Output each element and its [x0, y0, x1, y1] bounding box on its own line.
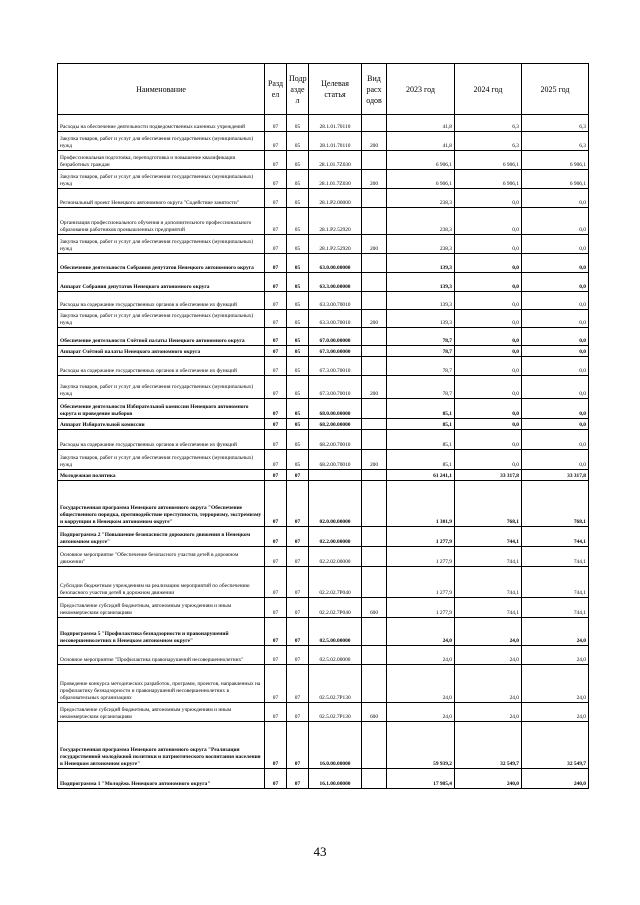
- cell-name: Подпрограмма 1 "Молодёжь Ненецкого автономного округа": [58, 769, 265, 789]
- cell-subsection: 07: [287, 722, 309, 769]
- cell-2025: 6,3: [522, 115, 589, 132]
- table-row: [58, 646, 589, 665]
- cell-2025: 0,0: [522, 450, 589, 470]
- table-row: [58, 189, 589, 208]
- cell-section: 07: [265, 665, 287, 703]
- cell-article: 67.0.00.00000: [309, 328, 362, 346]
- cell-section: 07: [265, 481, 287, 527]
- cell-article: 02.2.02.00000: [309, 547, 362, 567]
- cell-subsection: 05: [287, 328, 309, 346]
- cell-expense-type: [362, 328, 387, 346]
- cell-name: Закупка товаров, работ и услуг для обеспечения государственных (муниципальных) нужд: [58, 376, 265, 399]
- cell-name: Государственная программа Ненецкого автономного округа "Реализация государственной молодёжной политики и патриотического воспитания населения в Ненецком автономном округе": [58, 722, 265, 769]
- cell-article: 67.3.00.70010: [309, 357, 362, 376]
- table-row: [58, 430, 589, 450]
- cell-2025: 0,0: [522, 328, 589, 346]
- cell-subsection: 07: [287, 703, 309, 722]
- header-expense-type: Вид расх одов: [362, 64, 387, 115]
- cell-subsection: 05: [287, 419, 309, 430]
- cell-2023: 85,1: [387, 399, 455, 419]
- cell-article: 02.2.02.7P040: [309, 567, 362, 598]
- cell-subsection: 07: [287, 646, 309, 665]
- cell-2023: 139,3: [387, 273, 455, 292]
- cell-subsection: 05: [287, 189, 309, 208]
- cell-expense-type: 600: [362, 703, 387, 722]
- cell-expense-type: [362, 208, 387, 235]
- table-row: [58, 567, 589, 598]
- cell-name: Подпрограмма 5 "Профилактика безнадзорности и правонарушений несовершеннолетних в Ненецком автономном округе": [58, 618, 265, 646]
- cell-2023: 6 906,1: [387, 151, 455, 170]
- cell-2024: 744,1: [455, 527, 522, 547]
- cell-subsection: 07: [287, 470, 309, 481]
- cell-name: Проведение конкурса методических разработок, программ, проектов, направленных на профилактику безнадзорности и правонарушений несовершеннолетних в образовательных организациях: [58, 665, 265, 703]
- cell-subsection: 05: [287, 292, 309, 310]
- cell-2024: 6 906,1: [455, 170, 522, 189]
- cell-2025: 744,1: [522, 547, 589, 567]
- cell-2024: 6,3: [455, 115, 522, 132]
- cell-2024: 0,0: [455, 208, 522, 235]
- cell-2023: 238,3: [387, 208, 455, 235]
- table-row: [58, 769, 589, 789]
- cell-section: 07: [265, 419, 287, 430]
- cell-name: Аппарат Избирательной комиссии: [58, 419, 265, 430]
- cell-expense-type: [362, 430, 387, 450]
- table-row: [58, 722, 589, 769]
- table-row: [58, 357, 589, 376]
- cell-expense-type: [362, 722, 387, 769]
- table-row: [58, 151, 589, 170]
- cell-subsection: 05: [287, 357, 309, 376]
- cell-2023: 85,1: [387, 419, 455, 430]
- cell-article: 28.1.P2.00000: [309, 189, 362, 208]
- cell-name: Аппарат Собрания депутатов Ненецкого автономного округа: [58, 273, 265, 292]
- cell-2023: 78,7: [387, 346, 455, 357]
- cell-subsection: 05: [287, 346, 309, 357]
- cell-name: Организация профессионального обучения и дополнительного профессионального образования работников промышленных предприятий: [58, 208, 265, 235]
- cell-2024: 0,0: [455, 310, 522, 328]
- budget-table: [57, 63, 589, 789]
- cell-2023: 1 277,9: [387, 567, 455, 598]
- cell-2023: 238,3: [387, 235, 455, 254]
- table-row: [58, 618, 589, 646]
- cell-expense-type: 600: [362, 598, 387, 618]
- cell-name: Региональный проект Ненецкого автономного округа "Содействие занятости": [58, 189, 265, 208]
- cell-section: 07: [265, 450, 287, 470]
- cell-expense-type: 200: [362, 235, 387, 254]
- cell-subsection: 05: [287, 170, 309, 189]
- cell-section: 07: [265, 346, 287, 357]
- cell-name: Расходы на содержание государственных органов и обеспечение их функций: [58, 430, 265, 450]
- cell-article: 63.0.00.00000: [309, 254, 362, 273]
- cell-2025: 0,0: [522, 310, 589, 328]
- cell-2025: 0,0: [522, 273, 589, 292]
- cell-2025: 0,0: [522, 346, 589, 357]
- cell-subsection: 05: [287, 399, 309, 419]
- cell-expense-type: [362, 346, 387, 357]
- cell-section: 07: [265, 598, 287, 618]
- cell-article: 02.5.02.00000: [309, 646, 362, 665]
- cell-subsection: 05: [287, 450, 309, 470]
- cell-2025: 0,0: [522, 419, 589, 430]
- cell-article: 68.0.00.00000: [309, 399, 362, 419]
- cell-section: 07: [265, 328, 287, 346]
- cell-section: 07: [265, 470, 287, 481]
- cell-section: 07: [265, 254, 287, 273]
- cell-section: 07: [265, 399, 287, 419]
- cell-article: 67.3.00.00000: [309, 346, 362, 357]
- cell-name: Расходы на содержание государственных органов и обеспечение их функций: [58, 357, 265, 376]
- cell-2025: 32 549,7: [522, 722, 589, 769]
- cell-expense-type: [362, 273, 387, 292]
- cell-2025: 0,0: [522, 254, 589, 273]
- header-2023: 2023 год: [387, 64, 455, 115]
- cell-subsection: 05: [287, 273, 309, 292]
- cell-2024: 24,0: [455, 703, 522, 722]
- cell-2023: 1 277,9: [387, 547, 455, 567]
- cell-article: 28.1.01.70110: [309, 132, 362, 151]
- cell-2023: 238,3: [387, 189, 455, 208]
- cell-subsection: 07: [287, 618, 309, 646]
- cell-section: 07: [265, 703, 287, 722]
- cell-2023: 6 906,1: [387, 170, 455, 189]
- cell-subsection: 05: [287, 376, 309, 399]
- cell-2024: 0,0: [455, 273, 522, 292]
- cell-article: 68.2.00.70010: [309, 430, 362, 450]
- cell-2023: 17 985,4: [387, 769, 455, 789]
- cell-section: 07: [265, 170, 287, 189]
- cell-name: Подпрограмма 2 "Повышение безопасности дорожного движения в Ненецком автономном округе": [58, 527, 265, 547]
- cell-2024: 24,0: [455, 665, 522, 703]
- cell-expense-type: [362, 292, 387, 310]
- cell-subsection: 05: [287, 430, 309, 450]
- cell-2025: 0,0: [522, 399, 589, 419]
- cell-expense-type: [362, 470, 387, 481]
- cell-2024: 744,1: [455, 567, 522, 598]
- table-row: [58, 310, 589, 328]
- cell-section: 07: [265, 151, 287, 170]
- cell-expense-type: 200: [362, 376, 387, 399]
- cell-article: [309, 470, 362, 481]
- cell-2024: 0,0: [455, 357, 522, 376]
- cell-subsection: 05: [287, 115, 309, 132]
- cell-expense-type: 200: [362, 170, 387, 189]
- cell-2023: 139,3: [387, 310, 455, 328]
- table-body: [58, 115, 589, 789]
- cell-name: Основное мероприятие "Профилактика правонарушений несовершеннолетних": [58, 646, 265, 665]
- cell-2025: 24,0: [522, 618, 589, 646]
- cell-2023: 85,1: [387, 430, 455, 450]
- cell-section: 07: [265, 132, 287, 151]
- cell-expense-type: [362, 254, 387, 273]
- cell-2024: 0,0: [455, 292, 522, 310]
- cell-section: 07: [265, 722, 287, 769]
- table-row: [58, 598, 589, 618]
- cell-article: 16.1.00.00000: [309, 769, 362, 789]
- cell-name: Обеспечение деятельности Избирательной комиссии Ненецкого автономного округа и проведение выборов: [58, 399, 265, 419]
- cell-2024: 24,0: [455, 646, 522, 665]
- cell-2023: 59 939,2: [387, 722, 455, 769]
- table-row: [58, 170, 589, 189]
- cell-2023: 1 301,9: [387, 481, 455, 527]
- cell-expense-type: 200: [362, 310, 387, 328]
- cell-2025: 240,0: [522, 769, 589, 789]
- cell-2024: 0,0: [455, 419, 522, 430]
- cell-article: 02.2.00.00000: [309, 527, 362, 547]
- cell-2025: 744,1: [522, 567, 589, 598]
- cell-2024: 32 549,7: [455, 722, 522, 769]
- header-2024: 2024 год: [455, 64, 522, 115]
- cell-name: Профессиональная подготовка, переподготовка и повышение квалификации безработных граждан: [58, 151, 265, 170]
- cell-2023: 24,0: [387, 665, 455, 703]
- cell-2024: 24,0: [455, 618, 522, 646]
- cell-2023: 78,7: [387, 376, 455, 399]
- cell-article: 28.1.01.7Z030: [309, 151, 362, 170]
- cell-expense-type: [362, 527, 387, 547]
- cell-2023: 78,7: [387, 328, 455, 346]
- cell-2023: 41,8: [387, 132, 455, 151]
- cell-2024: 744,1: [455, 547, 522, 567]
- cell-expense-type: [362, 357, 387, 376]
- cell-2025: 24,0: [522, 646, 589, 665]
- cell-2023: 1 277,9: [387, 527, 455, 547]
- cell-2023: 24,0: [387, 703, 455, 722]
- cell-expense-type: [362, 481, 387, 527]
- cell-name: Закупка товаров, работ и услуг для обеспечения государственных (муниципальных) нужд: [58, 450, 265, 470]
- cell-article: 63.3.00.70010: [309, 292, 362, 310]
- cell-2025: 744,1: [522, 598, 589, 618]
- cell-name: Субсидии бюджетным учреждениям на реализацию мероприятий по обеспечению безопасного участия детей в дорожном движении: [58, 567, 265, 598]
- cell-2025: 0,0: [522, 292, 589, 310]
- table-row: [58, 547, 589, 567]
- cell-expense-type: [362, 646, 387, 665]
- cell-section: 07: [265, 310, 287, 328]
- table-row: [58, 399, 589, 419]
- cell-2025: 0,0: [522, 430, 589, 450]
- cell-section: 07: [265, 357, 287, 376]
- cell-2023: 139,3: [387, 254, 455, 273]
- cell-article: 28.1.P2.52920: [309, 208, 362, 235]
- cell-section: 07: [265, 273, 287, 292]
- cell-2025: 6,3: [522, 132, 589, 151]
- cell-2025: 24,0: [522, 665, 589, 703]
- table-row: [58, 328, 589, 346]
- cell-article: 63.3.00.00000: [309, 273, 362, 292]
- page-number: 43: [313, 844, 327, 859]
- cell-expense-type: 200: [362, 450, 387, 470]
- cell-expense-type: [362, 189, 387, 208]
- cell-2025: 768,1: [522, 481, 589, 527]
- cell-2024: 0,0: [455, 450, 522, 470]
- cell-2023: 61 241,1: [387, 470, 455, 481]
- cell-2023: 78,7: [387, 357, 455, 376]
- cell-2023: 24,0: [387, 646, 455, 665]
- cell-subsection: 07: [287, 481, 309, 527]
- cell-section: 07: [265, 208, 287, 235]
- cell-name: Закупка товаров, работ и услуг для обеспечения государственных (муниципальных) нужд: [58, 170, 265, 189]
- cell-article: 28.1.01.70110: [309, 115, 362, 132]
- cell-article: 28.1.01.7Z030: [309, 170, 362, 189]
- cell-name: Государственная программа Ненецкого автономного округа "Обеспечение общественного порядка, противодействие преступности, терроризму, экстремизму и коррупции в Ненецком автономном округе": [58, 481, 265, 527]
- cell-section: 07: [265, 115, 287, 132]
- cell-name: Предоставление субсидий бюджетным, автономным учреждениям и иным некоммерческим организациям: [58, 703, 265, 722]
- cell-subsection: 07: [287, 598, 309, 618]
- cell-subsection: 07: [287, 665, 309, 703]
- cell-2024: 0,0: [455, 254, 522, 273]
- cell-subsection: 07: [287, 547, 309, 567]
- cell-subsection: 05: [287, 310, 309, 328]
- cell-article: 68.2.00.00000: [309, 419, 362, 430]
- cell-article: 02.5.02.7P130: [309, 665, 362, 703]
- table-row: [58, 703, 589, 722]
- cell-subsection: 07: [287, 527, 309, 547]
- cell-expense-type: [362, 115, 387, 132]
- header-name: Наименование: [58, 64, 265, 115]
- cell-expense-type: [362, 618, 387, 646]
- header-article: Целевая статья: [309, 64, 362, 115]
- cell-name: Расходы на содержание государственных органов и обеспечение их функций: [58, 292, 265, 310]
- cell-expense-type: [362, 399, 387, 419]
- cell-expense-type: [362, 547, 387, 567]
- cell-2024: 0,0: [455, 399, 522, 419]
- cell-section: 07: [265, 769, 287, 789]
- cell-2025: 6 906,1: [522, 151, 589, 170]
- cell-expense-type: [362, 769, 387, 789]
- cell-2024: 0,0: [455, 189, 522, 208]
- cell-article: 02.0.00.00000: [309, 481, 362, 527]
- header-subsection: Подр азде л: [287, 64, 309, 115]
- cell-2024: 0,0: [455, 328, 522, 346]
- cell-expense-type: 200: [362, 132, 387, 151]
- table-row: [58, 132, 589, 151]
- cell-2024: 240,0: [455, 769, 522, 789]
- cell-section: 07: [265, 376, 287, 399]
- cell-2024: 0,0: [455, 430, 522, 450]
- cell-name: Обеспечение деятельности Счётной палаты Ненецкого автономного округа: [58, 328, 265, 346]
- cell-subsection: 07: [287, 567, 309, 598]
- table-row: [58, 115, 589, 132]
- cell-name: Предоставление субсидий бюджетным, автономным учреждениям и иным некоммерческим организациям: [58, 598, 265, 618]
- cell-section: 07: [265, 235, 287, 254]
- cell-2024: 6 906,1: [455, 151, 522, 170]
- cell-expense-type: [362, 419, 387, 430]
- cell-2025: 24,0: [522, 703, 589, 722]
- table-header-row: [58, 64, 589, 115]
- cell-subsection: 05: [287, 235, 309, 254]
- cell-section: 07: [265, 430, 287, 450]
- cell-2025: 33 317,8: [522, 470, 589, 481]
- cell-subsection: 07: [287, 769, 309, 789]
- header-2025: 2025 год: [522, 64, 589, 115]
- cell-section: 07: [265, 646, 287, 665]
- cell-name: Закупка товаров, работ и услуг для обеспечения государственных (муниципальных) нужд: [58, 132, 265, 151]
- cell-section: 07: [265, 189, 287, 208]
- table-row: [58, 450, 589, 470]
- cell-subsection: 05: [287, 132, 309, 151]
- cell-2024: 6,3: [455, 132, 522, 151]
- cell-2025: 0,0: [522, 376, 589, 399]
- cell-section: 07: [265, 547, 287, 567]
- table-row: [58, 273, 589, 292]
- cell-2025: 6 906,1: [522, 170, 589, 189]
- cell-2023: 85,1: [387, 450, 455, 470]
- header-section: Разд ел: [265, 64, 287, 115]
- cell-article: 02.2.02.7P040: [309, 598, 362, 618]
- cell-2025: 0,0: [522, 357, 589, 376]
- cell-2024: 33 317,8: [455, 470, 522, 481]
- cell-article: 68.2.00.70010: [309, 450, 362, 470]
- cell-name: Закупка товаров, работ и услуг для обеспечения государственных (муниципальных) нужд: [58, 235, 265, 254]
- cell-2023: 41,8: [387, 115, 455, 132]
- cell-subsection: 05: [287, 208, 309, 235]
- cell-2025: 744,1: [522, 527, 589, 547]
- cell-section: 07: [265, 527, 287, 547]
- cell-expense-type: [362, 151, 387, 170]
- table-row: [58, 419, 589, 430]
- cell-article: 67.3.00.70010: [309, 376, 362, 399]
- cell-2024: 744,1: [455, 598, 522, 618]
- table-row: [58, 292, 589, 310]
- table-row: [58, 376, 589, 399]
- table-row: [58, 481, 589, 527]
- cell-2023: 139,3: [387, 292, 455, 310]
- cell-name: Расходы на обеспечение деятельности подведомственных казенных учреждений: [58, 115, 265, 132]
- cell-subsection: 05: [287, 151, 309, 170]
- cell-expense-type: [362, 567, 387, 598]
- cell-article: 16.0.00.00000: [309, 722, 362, 769]
- cell-article: 28.1.P2.52920: [309, 235, 362, 254]
- table-row: [58, 235, 589, 254]
- cell-2025: 0,0: [522, 208, 589, 235]
- cell-2023: 24,0: [387, 618, 455, 646]
- table-row: [58, 208, 589, 235]
- cell-subsection: 05: [287, 254, 309, 273]
- table-row: [58, 346, 589, 357]
- cell-section: 07: [265, 292, 287, 310]
- cell-name: Обеспечение деятельности Собрания депутатов Ненецкого автономного округа: [58, 254, 265, 273]
- cell-2024: 0,0: [455, 346, 522, 357]
- table-row: [58, 254, 589, 273]
- cell-article: 02.5.02.7P130: [309, 703, 362, 722]
- cell-name: Молодежная политика: [58, 470, 265, 481]
- cell-2024: 0,0: [455, 376, 522, 399]
- cell-2025: 0,0: [522, 189, 589, 208]
- table-row: [58, 470, 589, 481]
- cell-name: Основное мероприятие "Обеспечение безопасного участия детей в дорожном движении": [58, 547, 265, 567]
- cell-section: 07: [265, 567, 287, 598]
- cell-2023: 1 277,9: [387, 598, 455, 618]
- cell-2025: 0,0: [522, 235, 589, 254]
- cell-expense-type: [362, 665, 387, 703]
- table-row: [58, 665, 589, 703]
- cell-2024: 0,0: [455, 235, 522, 254]
- cell-section: 07: [265, 618, 287, 646]
- cell-article: 63.3.00.70010: [309, 310, 362, 328]
- cell-article: 02.5.00.00000: [309, 618, 362, 646]
- cell-name: Аппарат Счётной палаты Ненецкого автономного округа: [58, 346, 265, 357]
- cell-name: Закупка товаров, работ и услуг для обеспечения государственных (муниципальных) нужд: [58, 310, 265, 328]
- table-row: [58, 527, 589, 547]
- cell-2024: 768,1: [455, 481, 522, 527]
